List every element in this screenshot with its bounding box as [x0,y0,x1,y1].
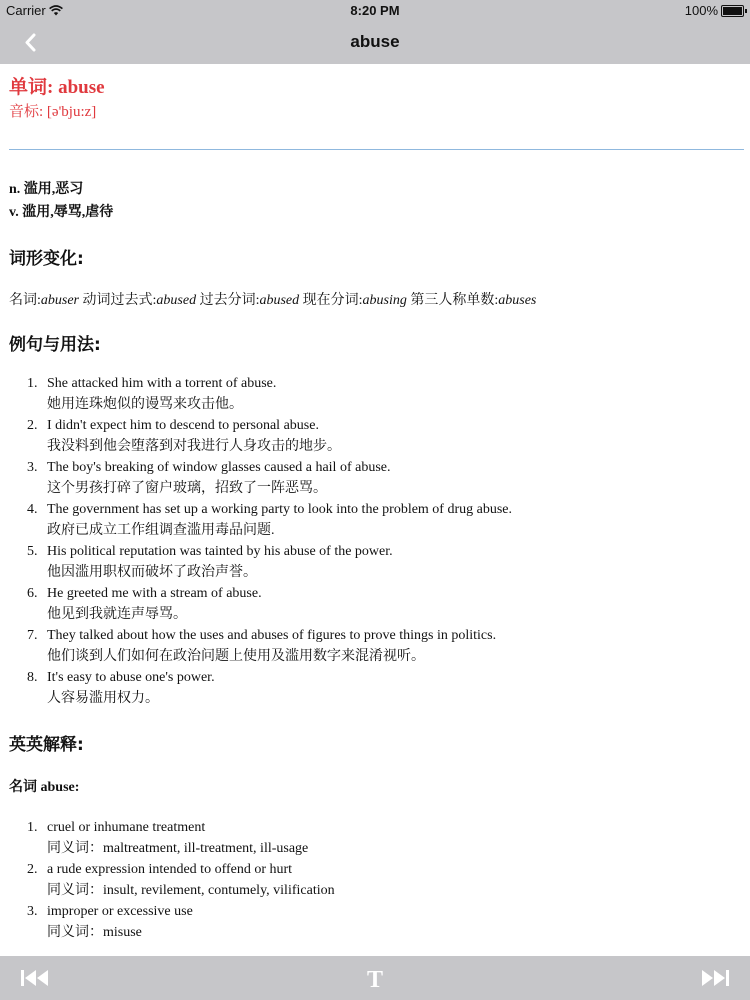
word-forms-heading: 词形变化: [9,249,84,269]
example-list [9,373,744,709]
example-chinese: 她用连珠炮似的谩骂来攻击他。 [47,397,243,412]
status-bar [0,0,750,22]
example-english: She attacked him with a torrent of abuse. [47,376,277,391]
font-size-icon [357,964,393,992]
list-number: 5. [27,544,38,559]
example-english: It's easy to abuse one's power. [47,670,215,685]
word-detail-content[interactable] [9,64,744,956]
skip-previous-icon [17,964,53,992]
form-label: 名词: [9,293,41,308]
example-english: I didn't expect him to descend to personal abuse. [47,418,319,433]
synonym-label: 同义词： [47,841,103,856]
list-number: 3. [27,460,38,475]
example-item [9,583,744,625]
list-number: 8. [27,670,38,685]
page-title: abuse [350,32,400,51]
example-english: The boy's breaking of window glasses caused a hail of abuse. [47,460,391,475]
example-item [9,415,744,457]
english-definition-list [9,817,744,943]
example-english: He greeted me with a stream of abuse. [47,586,262,601]
example-english: They talked about how the uses and abuses of figures to prove things in politics. [47,628,497,643]
list-number: 3. [27,904,38,919]
previous-word-button[interactable] [17,964,53,992]
example-chinese: 他们谈到人们如何在政治问题上使用及滥用数字来混淆视听。 [47,649,425,664]
list-number: 7. [27,628,38,643]
carrier-label: Carrier [6,3,46,18]
example-item [9,625,744,667]
battery-icon [721,5,744,17]
skip-next-icon [697,964,733,992]
headword: 单词: abuse [9,77,105,98]
word-forms [9,289,536,309]
form-value: abuses [498,293,537,308]
english-subheading: 名词 abuse: [9,780,80,795]
english-definition-item [9,817,744,859]
definition-verb: v. 滥用,辱骂,虐待 [9,205,114,220]
example-item [9,499,744,541]
synonym-values: misuse [103,925,142,940]
battery-percentage: 100% [684,3,718,18]
form-value: abused [259,293,300,308]
english-definition: improper or excessive use [47,904,193,919]
example-item [9,373,744,415]
form-value: abusing [362,293,407,308]
form-value: abused [156,293,197,308]
list-number: 1. [27,820,38,835]
svg-text:T: T [366,967,384,992]
list-number: 4. [27,502,38,517]
example-english: The government has set up a working party to look into the problem of drug abuse. [47,502,513,517]
clock: 8:20 PM [350,3,400,18]
example-item [9,667,744,709]
example-chinese: 政府已成立工作组调查滥用毒品问题. [47,523,275,538]
example-item [9,541,744,583]
synonym-label: 同义词： [47,883,103,898]
form-label: 第三人称单数: [410,293,499,308]
definitions [9,178,113,224]
next-word-button[interactable] [697,964,733,992]
english-definition: a rude expression intended to offend or hurt [47,862,293,877]
example-item [9,457,744,499]
bottom-toolbar [0,956,750,1000]
english-definition-item [9,901,744,943]
english-definitions-heading: 英英解释: [9,735,84,755]
english-definition: cruel or inhumane treatment [47,820,206,835]
english-definition-item [9,859,744,901]
example-chinese: 我没料到他会堕落到对我进行人身攻击的地步。 [47,439,341,454]
synonyms [47,922,744,943]
example-chinese: 人容易滥用权力。 [47,691,159,706]
form-label: 动词过去式: [82,293,157,308]
definition-noun: n. 滥用,恶习 [9,182,84,197]
list-number: 6. [27,586,38,601]
list-number: 2. [27,862,38,877]
synonyms [47,838,744,859]
list-number: 2. [27,418,38,433]
list-number: 1. [27,376,38,391]
example-chinese: 这个男孩打碎了窗户玻璃，招致了一阵恶骂。 [47,481,327,496]
form-label: 现在分词: [302,293,363,308]
example-chinese: 他因滥用职权而破坏了政治声誉。 [47,565,257,580]
synonym-values: maltreatment, ill-treatment, ill-usage [103,841,309,856]
divider [9,149,744,150]
form-label: 过去分词: [199,293,260,308]
example-chinese: 他见到我就连声辱骂。 [47,607,187,622]
phonetic: 音标: [ə'bju:z] [9,104,97,120]
examples-heading: 例句与用法: [9,335,101,355]
navigation-bar [0,0,750,64]
form-value: abuser [40,293,80,308]
synonyms [47,880,744,901]
synonym-values: insult, revilement, contumely, vilification [103,883,335,898]
font-size-button[interactable] [357,964,393,992]
synonym-label: 同义词： [47,925,103,940]
example-english: His political reputation was tainted by his abuse of the power. [47,544,393,559]
